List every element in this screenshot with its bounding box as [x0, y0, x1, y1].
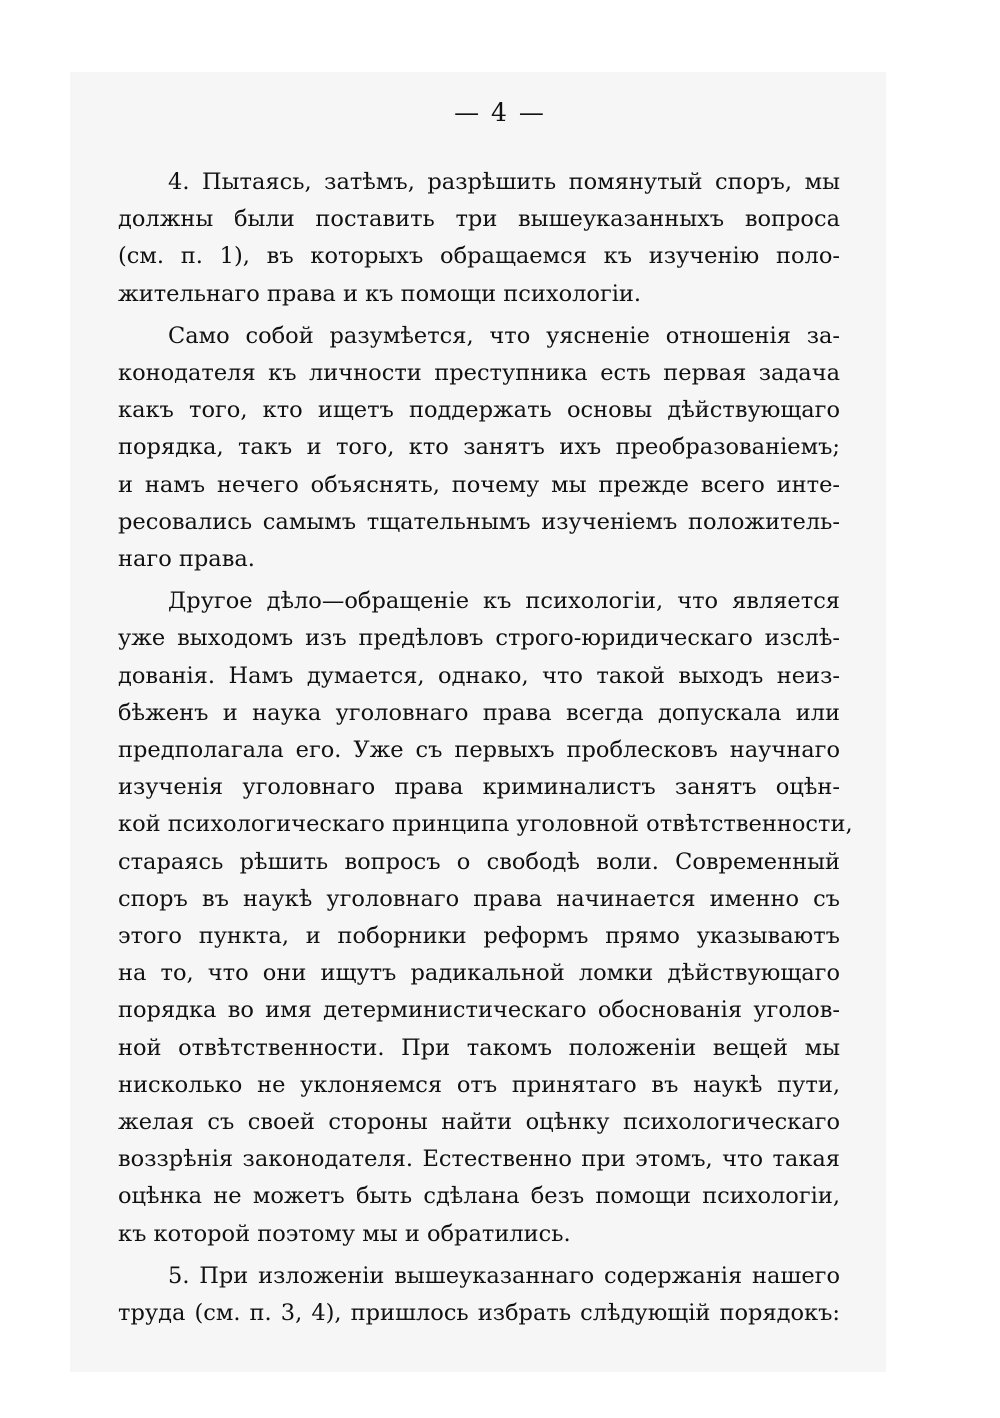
text-line: кой психологическаго принципа уголовной отвѣтственности, — [118, 811, 853, 838]
text-line: должны были поставить три вышеуказанныхъ вопроса — [118, 206, 840, 233]
text-line: Другое дѣло—обращеніе къ психологіи, что является — [168, 588, 840, 615]
text-line: жительнаго права и къ помощи психологіи. — [118, 280, 642, 307]
text-line: оцѣнка не можетъ быть сдѣлана безъ помощи психологіи, — [118, 1183, 840, 1210]
text-line: уже выходомъ изъ предѣловъ строго-юридическаго изслѣ- — [118, 625, 840, 652]
text-line: труда (см. п. 3, 4), пришлось избрать слѣдующій порядокъ: — [118, 1300, 840, 1327]
text-line: на то, что они ищутъ радикальной ломки дѣйствующаго — [118, 960, 840, 987]
text-line: (см. п. 1), въ которыхъ обращаемся къ изученію поло- — [118, 243, 840, 270]
text-line: нисколько не уклоняемся отъ принятаго въ наукѣ пути, — [118, 1071, 840, 1098]
text-line: конодателя къ личности преступника есть первая задача — [118, 360, 840, 387]
text-line: 5. При изложеніи вышеуказаннаго содержанія нашего — [168, 1262, 840, 1289]
text-line: споръ въ наукѣ уголовнаго права начинается именно съ — [118, 885, 840, 912]
text-line: воззрѣнія законодателя. Естественно при этомъ, что такая — [118, 1146, 840, 1173]
text-line: ресовались самымъ тщательнымъ изученіемъ положитель- — [118, 508, 840, 535]
paragraph-4 — [118, 1258, 840, 1332]
text-line: желая съ своей стороны найти оцѣнку психологическаго — [118, 1109, 840, 1136]
text-line: наго права. — [118, 546, 255, 573]
body-text — [118, 164, 853, 1332]
text-line: стараясь рѣшить вопросъ о свободѣ воли. Современный — [118, 848, 840, 875]
text-line: предполагала его. Уже съ первыхъ проблесковъ научнаго — [118, 737, 840, 764]
text-line: дованія. Намъ думается, однако, что такой выходъ неиз- — [118, 662, 840, 689]
text-line: бѣженъ и наука уголовнаго права всегда допускала или — [118, 699, 840, 726]
text-line: 4. Пытаясь, затѣмъ, разрѣшить помянутый споръ, мы — [168, 169, 840, 195]
text-line: ной отвѣтственности. При такомъ положеніи вещей мы — [118, 1034, 840, 1061]
text-line: порядка во имя детерминистическаго обоснованія уголов- — [118, 997, 840, 1024]
page-number: — 4 — — [454, 98, 546, 127]
text-line: къ которой поэтому мы и обратились. — [118, 1220, 571, 1247]
text-line: этого пункта, и поборники реформъ прямо указываютъ — [118, 923, 840, 950]
text-line: изученія уголовнаго права криминалистъ занятъ оцѣн- — [118, 774, 840, 801]
text-line: Само собой разумѣется, что уясненіе отношенія за- — [168, 322, 840, 349]
paragraph-1 — [118, 164, 840, 313]
text-line: порядка, такъ и того, кто занятъ ихъ преобразованіемъ; — [118, 434, 840, 461]
text-line: и намъ нечего объяснять, почему мы прежде всего инте- — [118, 471, 840, 498]
paragraph-3 — [118, 583, 853, 1253]
paragraph-2 — [118, 318, 840, 578]
text-line: какъ того, кто ищетъ поддержать основы дѣйствующаго — [118, 397, 840, 424]
